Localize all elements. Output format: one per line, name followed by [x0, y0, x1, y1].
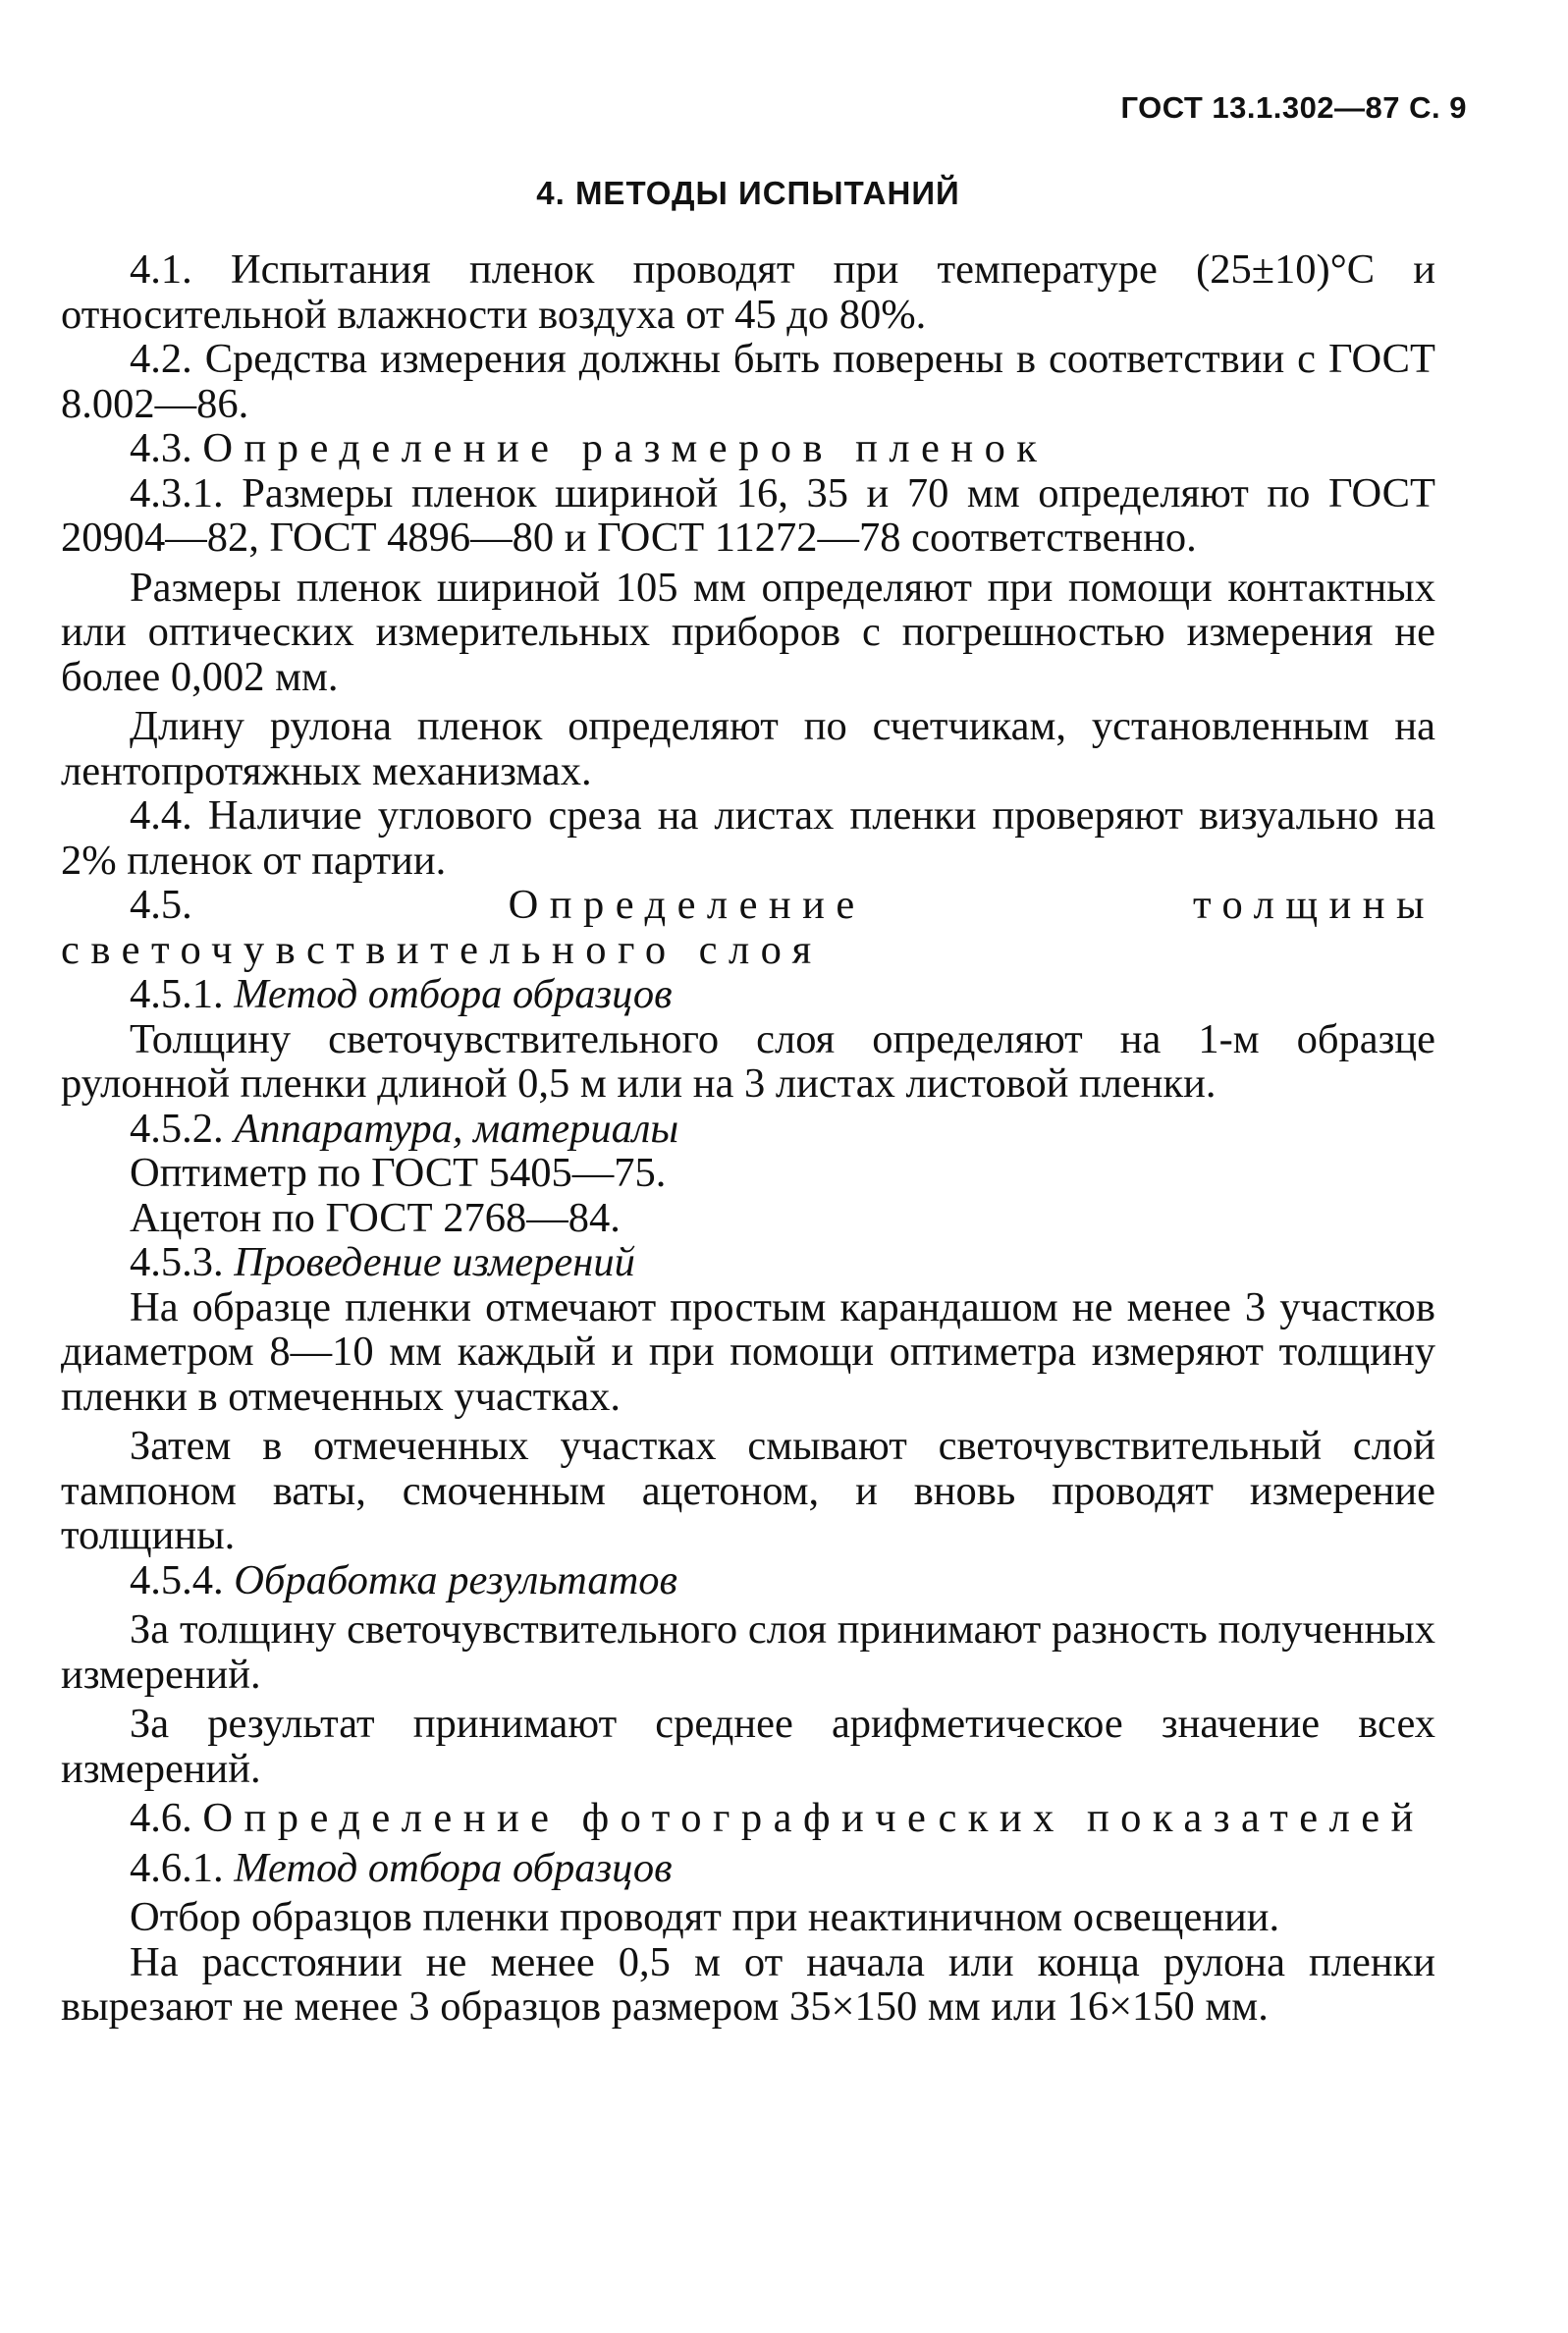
paragraph: Ацетон по ГОСТ 2768—84.: [130, 1194, 621, 1241]
subheading-4-5-2: [61, 1107, 1435, 1152]
paragraph: Отбор образцов пленки проводят при неактиничном освещении.: [130, 1894, 1280, 1940]
heading-text: Определение размеров пленок: [202, 425, 1049, 471]
paragraph: За результат принимают среднее арифметическое значение всех измерений.: [61, 1701, 1435, 1792]
heading-4-5: [61, 883, 1435, 972]
subheading-4-5-1: [61, 972, 1435, 1017]
page-header: ГОСТ 13.1.302—87 С. 9: [1120, 90, 1467, 125]
subheading-number: 4.5.3.: [130, 1239, 224, 1285]
document-body: [61, 247, 1435, 2030]
subheading-number: 4.5.1.: [130, 971, 224, 1017]
heading-number: 4.3.: [130, 425, 192, 471]
paragraph: Затем в отмеченных участках смывают светочувствительный слой тампоном ваты, смоченным ацетоном, и вновь проводят измерение толщины.: [61, 1423, 1435, 1558]
paragraph: Длину рулона пленок определяют по счетчикам, установленным на лентопротяжных механизмах.: [61, 703, 1435, 794]
subheading-number: 4.5.2.: [130, 1105, 224, 1152]
heading-text: Определение фотографических показателей: [202, 1795, 1425, 1841]
heading-text: Определение толщины светочувствительного слоя: [61, 882, 1436, 973]
subheading-4-6-1: [61, 1846, 1435, 1891]
subheading-text: Аппаратура, материалы: [234, 1105, 679, 1152]
paragraph: За толщину светочувствительного слоя принимают разность полученных измерений.: [61, 1606, 1435, 1698]
heading-4-6: [61, 1796, 1435, 1841]
paragraph: Размеры пленок шириной 105 мм определяют при помощи контактных или оптических измерительных приборов с погрешностью измерения не более 0,002 мм.: [61, 564, 1435, 700]
heading-number: 4.6.: [130, 1795, 192, 1841]
subheading-text: Метод отбора образцов: [234, 1844, 673, 1891]
heading-number: 4.5.: [130, 882, 192, 928]
paragraph: Толщину светочувствительного слоя определяют на 1-м образце рулонной пленки длиной 0,5 м или на 3 листах листовой пленки.: [61, 1015, 1435, 1107]
paragraph: На расстоянии не менее 0,5 м от начала или конца рулона пленки вырезают не менее 3 образцов размером 35×150 мм или 16×150 мм.: [61, 1938, 1435, 2030]
subheading-number: 4.6.1.: [130, 1844, 224, 1891]
subheading-4-5-4: [61, 1558, 1435, 1603]
subheading-number: 4.5.4.: [130, 1556, 224, 1603]
subheading-text: Проведение измерений: [234, 1239, 635, 1285]
paragraph-4-4: 4.4. Наличие углового среза на листах пленки проверяют визуально на 2% пленок от партии.: [61, 792, 1435, 884]
subheading-4-5-3: [61, 1240, 1435, 1285]
paragraph-4-1: 4.1. Испытания пленок проводят при температуре (25±10)°С и относительной влажности воздуха от 45 до 80%.: [61, 246, 1435, 338]
heading-4-3: [61, 426, 1435, 471]
paragraph: Оптиметр по ГОСТ 5405—75.: [130, 1150, 667, 1196]
document-page: [61, 0, 1467, 2333]
subheading-text: Метод отбора образцов: [234, 971, 673, 1017]
paragraph-4-2: 4.2. Средства измерения должны быть поверены в соответствии с ГОСТ 8.002—86.: [61, 336, 1435, 427]
paragraph: На образце пленки отмечают простым карандашом не менее 3 участков диаметром 8—10 мм каждый и при помощи оптиметра измеряют толщину пленки в отмеченных участках.: [61, 1283, 1435, 1420]
section-title: 4. МЕТОДЫ ИСПЫТАНИЙ: [536, 175, 960, 211]
paragraph-4-3-1: 4.3.1. Размеры пленок шириной 16, 35 и 70 мм определяют по ГОСТ 20904—82, ГОСТ 4896—80 и ГОСТ 11272—78 соответственно.: [61, 469, 1435, 561]
subheading-text: Обработка результатов: [234, 1556, 677, 1603]
